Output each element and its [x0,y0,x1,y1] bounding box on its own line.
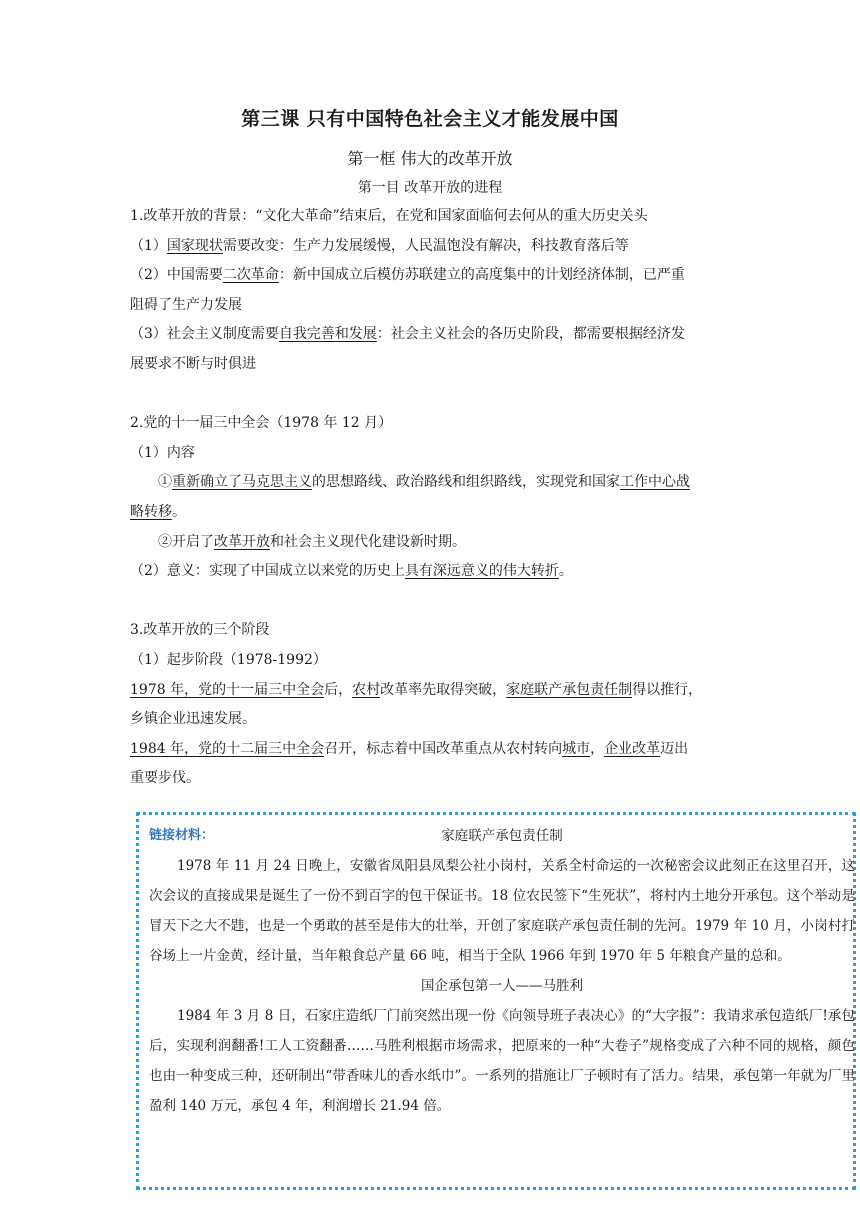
linked-material-label: 链接材料： [149,828,215,843]
s3-l2-key-1: 1984 年，党的十二届三中全会 [130,740,325,757]
s2-c1-mid: 的思想路线、政治路线和组织路线，实现党和国家 [312,474,620,491]
s3-stage-1: （1）起步阶段（1978-1992） [130,651,327,668]
s3-l1-t1: 后， [324,681,353,698]
linked-material-content [149,821,855,1121]
s2-content-2 [130,528,742,558]
material-title-1: 家庭联产承包责任制 [441,828,563,844]
spacer [130,380,742,410]
s3-line-1 [130,676,742,706]
s2-c2-key: 改革开放 [214,533,270,550]
s1-p2-key: 二次革命 [222,267,279,284]
material-paragraph-1: 1978 年 11 月 24 日晚上，安徽省凤阳县凤梨公社小岗村，关系全村命运的一次秘密会议此刻正在这里召开，这次会议的直接成果是诞生了一份不到百字的包干保证书。18 位农民签下“生死状”，将村内土地分开承包。这个举动是冒天下之大不韪，也是一个勇敢的甚至是伟大的壮举，开创了家庭联产承包责任制的先河。1979 年 10 月，小岗村打谷场上一片金黄，经计量，当年粮食总产量 66 吨，相当于全队 1966 年到 1970 年 5 年粮食产量的总和。 [149,858,855,964]
s1-heading: 1.改革开放的背景：“文化大革命”结束后，在党和国家面临何去何从的重大历史关头 [130,208,648,224]
s3-l1-t2: 改革率先取得突破， [380,681,507,698]
frame-subtitle: 第一框 伟大的改革开放 [347,149,513,168]
spacer [130,587,742,617]
s3-l2-key-3: 企业改革 [604,740,661,757]
material-title-2: 国企承包第一人——马胜利 [421,978,583,994]
s1-point-1 [130,232,742,262]
s3-l2-key-2: 城市 [562,740,591,757]
s2-meaning-post: 。 [558,563,573,580]
s1-p1-post: 需要改变：生产力发展缓慢，人民温饱没有解决，科技教育落后等 [222,237,629,254]
s2-content-1-cont [130,498,742,528]
s1-point-2-cont: 阻碍了生产力发展 [130,296,242,313]
s1-p3-pre: （3）社会主义制度需要 [130,326,279,343]
s3-line-1-cont: 乡镇企业迅速发展。 [130,711,256,728]
s2-c2-post: 和社会主义现代化建设新时期。 [270,533,466,550]
s2-meaning-key: 具有深远意义的伟大转折 [404,563,559,580]
s2-c1-key-1: 重新确立了马克思主义 [172,474,312,491]
s1-p3-key: 自我完善和发展 [278,326,377,343]
s1-p3-post: ：社会主义社会的各历史阶段，都需要根据经济发 [376,326,685,343]
s3-l2-t1: 召开，标志着中国改革重点从农村转向 [324,740,563,757]
s3-l2-t2: ， [590,740,605,757]
s1-point-3 [130,320,742,350]
s3-l1-t3: 得以推行， [632,681,703,698]
s2-heading: 2.党的十一届三中全会（1978 年 12 月） [130,415,393,432]
s2-c2-pre: ②开启了 [158,533,214,550]
s2-c1-key-2: 工作中心战 [620,474,690,491]
lesson-title: 第三课 只有中国特色社会主义才能发展中国 [241,108,619,130]
s2-content-1 [130,468,742,498]
s2-c1-key-3: 略转移 [130,503,172,520]
s3-l1-key-3: 家庭联产承包责任制 [506,681,633,698]
s3-heading: 3.改革开放的三个阶段 [130,622,270,639]
linked-material-box [136,812,856,1190]
s2-meaning [130,557,742,587]
s3-l2-t3: 迈出 [660,740,689,757]
material-paragraph-2: 1984 年 3 月 8 日，石家庄造纸厂门前突然出现一份《向领导班子表决心》的“大字报”：我请求承包造纸厂!承包后，实现利润翻番!工人工资翻番……马胜利根据市场需求，把原来的一种“大卷子”规格变成了六种不同的规格，颜色也由一种变成三种，还研制出“带香味儿的香水纸巾”。一系列的措施让厂子顿时有了活力。结果，承包第一年就为厂里盈利 140 万元，承包 4 年，利润增长 21.94 倍。 [149,1008,855,1114]
main-body [130,202,742,794]
s3-line-2 [130,735,742,765]
s1-p2-post: ：新中国成立后模仿苏联建立的高度集中的计划经济体制，已严重 [278,267,685,284]
s1-p1-pre: （1） [130,237,167,254]
s1-point-3-cont: 展要求不断与时俱进 [130,355,256,372]
s3-l1-key-1: 1978 年，党的十一届三中全会 [130,681,325,698]
s3-l1-key-2: 农村 [352,681,381,698]
s2-c1-pre: ① [158,474,172,491]
section-heading: 第一目 改革开放的进程 [357,180,503,196]
s1-p1-key: 国家现状 [166,237,223,254]
s2-c1-post: 。 [172,503,186,520]
box-header [149,821,855,851]
s1-point-2 [130,261,742,291]
s2-content-label: （1）内容 [130,444,195,461]
s2-meaning-pre: （2）意义：实现了中国成立以来党的历史上 [130,563,405,580]
s1-p2-pre: （2）中国需要 [130,267,223,284]
s3-line-2-cont: 重要步伐。 [130,770,200,787]
